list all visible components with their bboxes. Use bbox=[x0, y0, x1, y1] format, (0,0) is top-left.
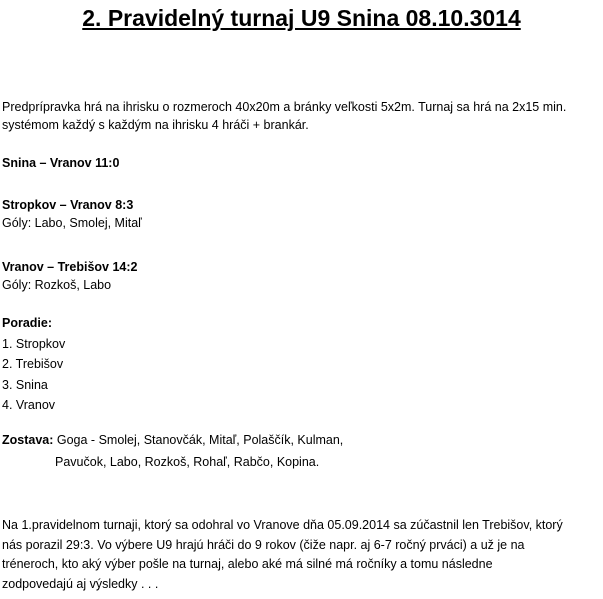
standings-item: 4. Vranov bbox=[2, 398, 56, 412]
match-goals: Góly: Labo, Smolej, Mitaľ bbox=[2, 216, 142, 230]
intro-paragraph bbox=[2, 98, 602, 134]
match-block bbox=[2, 258, 602, 294]
match-result: Snina – Vranov 11:0 bbox=[2, 156, 120, 170]
closing-line-2: nás porazil 29:3. Vo výbere U9 hrajú hráči do 9 rokov (čiže napr. aj 6-7 ročný prváci) a už je na bbox=[2, 537, 525, 552]
closing-line-4: zodpovedajú aj výsledky . . . bbox=[2, 576, 159, 591]
lineup-players-line-1: Goga - Smolej, Stanovčák, Mitaľ, Polaščík, Kulman, bbox=[53, 433, 344, 447]
intro-line-1: Predprípravka hrá na ihrisku o rozmeroch 40x20m a bránky veľkosti 5x2m. Turnaj sa hrá na 2x15 min. bbox=[2, 100, 567, 114]
standings-item: 2. Trebišov bbox=[2, 357, 64, 371]
lineup-label: Zostava: bbox=[2, 433, 54, 447]
standings-heading: Poradie: bbox=[2, 316, 53, 330]
standings-item: 1. Stropkov bbox=[2, 336, 66, 351]
intro-line-2: systémom každý s každým na ihrisku 4 hráči + brankár. bbox=[2, 118, 309, 132]
page-title: 2. Pravidelný turnaj U9 Snina 08.10.3014 bbox=[82, 5, 521, 31]
match-block bbox=[2, 196, 602, 232]
standings-item: 3. Snina bbox=[2, 377, 48, 392]
closing-line-1: Na 1.pravidelnom turnaji, ktorý sa odohral vo Vranove dňa 05.09.2014 sa zúčastnil len Trebišov, ktorý bbox=[2, 518, 563, 532]
standings bbox=[2, 313, 602, 416]
match-result: Stropkov – Vranov 8:3 bbox=[2, 198, 134, 212]
lineup-players-line-2: Pavučok, Labo, Rozkoš, Rohaľ, Rabčo, Kopina. bbox=[55, 455, 320, 469]
closing-line-3: tréneroch, kto aký výber pošle na turnaj, alebo aké má silné má ročníky a tomu následne bbox=[2, 557, 493, 571]
match-goals: Góly: Rozkoš, Labo bbox=[2, 278, 112, 292]
closing-paragraph bbox=[2, 516, 602, 594]
lineup bbox=[2, 429, 602, 473]
match-result: Vranov – Trebišov 14:2 bbox=[2, 260, 138, 274]
